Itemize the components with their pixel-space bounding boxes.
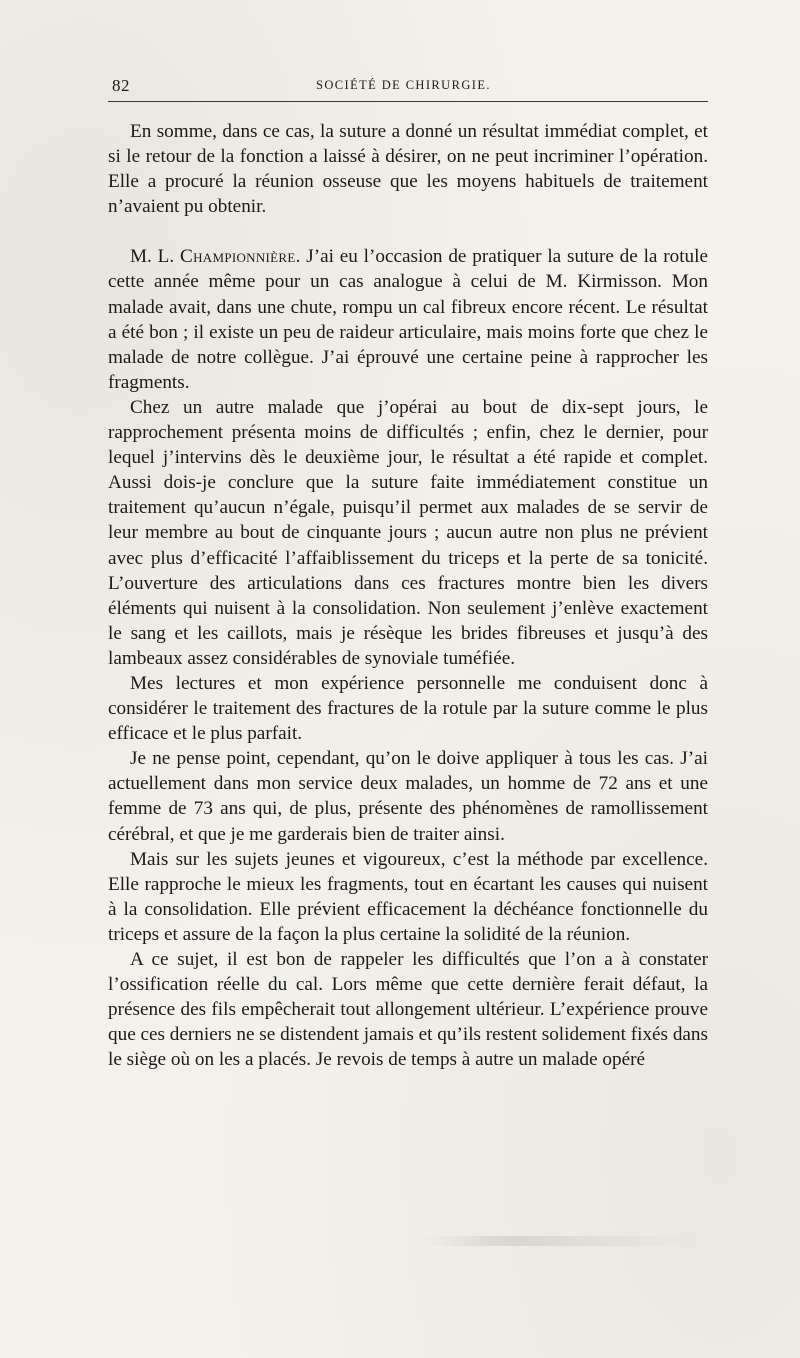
body-text <box>108 119 708 1072</box>
running-title: SOCIÉTÉ DE CHIRURGIE. <box>316 78 491 92</box>
paragraph: A ce sujet, il est bon de rappeler les difficultés que l’on a à constater l’ossification réelle du cal. Lors même que cette dernière ferait défaut, la présence des fils empêcherait tout allongement ultérieur. L’expérience prouve que ces derniers ne se distendent jamais et qu’ils restent solidement fixés dans le siège où on les a placés. Je revois de temps à autre un malade opéré <box>108 949 708 1071</box>
paragraph: Je ne pense point, cependant, qu’on le doive appliquer à tous les cas. J’ai actuellement dans mon service deux malades, un homme de 72 ans et une femme de 73 ans qui, de plus, présente des phénomènes de ramollissement cérébral, et que je me garderais bien de traiter ainsi. <box>108 748 708 845</box>
page-number: 82 <box>112 76 130 95</box>
speaker-name: Championnière <box>180 246 296 268</box>
print-smudge <box>420 1236 700 1246</box>
page-header <box>108 70 708 98</box>
paragraph: Mais sur les sujets jeunes et vigoureux, c’est la méthode par excellence. Elle rapproche le mieux les fragments, tout en écartant les causes qui nuisent à la consolidation. Elle prévient efficacement la déchéance fonctionnelle du triceps et assure de la façon la plus certaine la solidité de la réunion. <box>108 848 708 945</box>
header-rule <box>108 101 708 102</box>
paragraph: En somme, dans ce cas, la suture a donné un résultat immédiat complet, et si le retour de la fonction a laissé à désirer, on ne peut incriminer l’opération. Elle a procuré la réunion osseuse que les moyens habituels de traitement n’avaient pu obtenir. <box>108 121 708 218</box>
paragraph: Chez un autre malade que j’opérai au bout de dix-sept jours, le rapprochement présenta moins de difficultés ; enfin, chez le dernier, pour lequel j’intervins dès le deuxième jour, le résultat a été rapide et complet. Aussi dois-je conclure que la suture faite immédiatement constitue un traitement qu’aucun n’égale, puisqu’il permet aux malades de se servir de leur membre au bout de cinquante jours ; aucun autre non plus ne prévient avec plus d’efficacité l’affaiblissement du triceps et la perte de sa tonicité. L’ouverture des articulations dans ces fractures montre bien les divers éléments qui nuisent à la consolidation. Non seulement j’enlève exactement le sang et les caillots, mais je résèque les brides fibreuses et jusqu’à des lambeaux assez considérables de synoviale tuméfiée. <box>108 396 708 669</box>
paragraph-speaker <box>108 244 708 395</box>
speaker-text: . J’ai eu l’occasion de pratiquer la suture de la rotule cette année même pour un cas analogue à celui de M. Kirmisson. Mon malade avait, dans une chute, rompu un cal fibreux encore récent. Le résultat a été bon ; il existe un peu de raideur articulaire, mais moins forte que chez le malade de notre collègue. J’ai éprouvé une certaine peine à rapprocher les fragments. <box>108 246 709 393</box>
paragraph: Mes lectures et mon expérience personnelle me conduisent donc à considérer le traitement des fractures de la rotule par la suture comme le plus efficace et le plus parfait. <box>108 672 708 745</box>
speaker-prefix: M. L. <box>130 246 180 268</box>
